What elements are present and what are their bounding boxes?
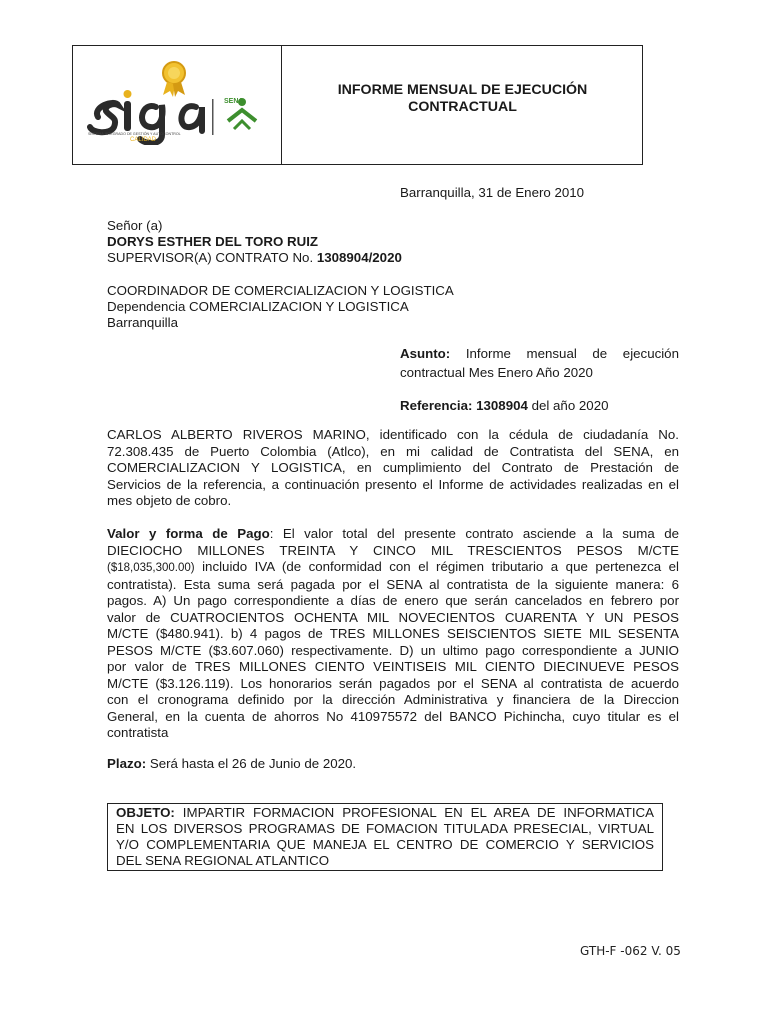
- pago-line: por valor de TRES MILLONES CIENTO VEINTISEIS MIL CIENTO DIECINUEVE PESOS: [107, 659, 679, 674]
- contract-number: 1308904/2020: [316, 250, 402, 265]
- pago-amount: ($18,035,300.00): [107, 562, 195, 574]
- recipient-role: COORDINADOR DE COMERCIALIZACION Y LOGISTICA: [107, 283, 454, 298]
- pago-line: General, en la cuenta de ahorros No 410975572 del BANCO Pichincha, cuyo titular es el: [107, 708, 679, 724]
- referencia-rest: del año 2020: [527, 398, 609, 413]
- recipient-name: DORYS ESTHER DEL TORO RUIZ: [107, 234, 319, 249]
- document-title: [282, 82, 643, 116]
- recipient-dependency: Dependencia COMERCIALIZACION Y LOGISTICA: [107, 299, 409, 314]
- pago-line: M/CTE ($480.941). b) 4 pagos de TRES MILLONES SEISCIENTOS SIETE MIL SESENTA: [107, 626, 679, 641]
- place-date: Barranquilla, 31 de Enero 2010: [400, 185, 585, 200]
- objeto-label: OBJETO:: [116, 805, 175, 820]
- asunto-line-1: [400, 346, 679, 361]
- objeto-line: Y/O COMPLEMENTARIA QUE MANEJA EL CENTRO DE COMERCIO Y SERVICIOS: [116, 837, 654, 852]
- objeto-line-1: [116, 805, 654, 821]
- supervisor-prefix: SUPERVISOR(A) CONTRATO No.: [107, 250, 317, 265]
- pago-line: pagos. A) Un pago correspondiente a días de enero que serán cancelados en febrero por: [107, 593, 679, 608]
- svg-text:SENA: SENA: [224, 98, 244, 105]
- pago-line: contratista: [107, 725, 169, 740]
- intro-line: COMERCIALIZACION Y LOGISTICA, en cumplimiento del Contrato de Prestación de: [107, 460, 679, 475]
- pago-line-2: DIECIOCHO MILLONES TREINTA Y CINCO MIL TRESCIENTOS PESOS M/CTE: [107, 542, 679, 558]
- pago-line-1: [107, 526, 679, 543]
- pago-line: valor de CUATROCIENTOS OCHENTA MIL NOVECIENTOS CUARENTA Y UN PESOS: [107, 609, 679, 625]
- pago-line-1-text: : El valor total del presente contrato asciende a la suma de: [269, 526, 680, 541]
- title-line-2: CONTRACTUAL: [408, 99, 517, 115]
- supervisor-line: [107, 249, 402, 266]
- title-line-1: INFORME MENSUAL DE EJECUCIÓN: [337, 82, 588, 98]
- referencia-line: [400, 397, 608, 414]
- plazo-line: [107, 755, 356, 772]
- objeto-line: EN LOS DIVERSOS PROGRAMAS DE FOMACION TITULADA PRESECIAL, VIRTUAL: [116, 821, 654, 836]
- asunto-line-2: contractual Mes Enero Año 2020: [400, 365, 593, 380]
- objeto-line-1-text: IMPARTIR FORMACION PROFESIONAL EN EL AREA DE INFORMATICA: [174, 805, 654, 820]
- pago-paragraph: [107, 526, 679, 742]
- pago-line-3-text: incluido IVA (de conformidad con el régimen tributario a que pertenezca el: [194, 559, 679, 574]
- salutation: Señor (a): [107, 218, 163, 233]
- intro-line: Servicios de la referencia, a continuación presento el Informe de actividades realizadas en el: [107, 476, 679, 492]
- svg-text:CALIDAD: CALIDAD: [130, 137, 157, 143]
- form-code: GTH-F -062 V. 05: [580, 944, 681, 958]
- pago-line: contratista). Esta suma será pagada por el SENA al contratista de la siguiente manera: 6: [107, 576, 679, 592]
- pago-line: con el cronograma definido por la dirección Administrativa y financiera de la Direccion: [107, 692, 679, 707]
- intro-line: mes objeto de cobro.: [107, 493, 232, 508]
- recipient-city: Barranquilla: [107, 315, 178, 330]
- intro-line: 72.308.435 de Puerto Colombia (Atlco), en mi calidad de Contratista del SENA, en: [107, 443, 679, 459]
- logo-tagline: SISTEMA INTEGRADO DE GESTIÓN Y AUTOCONTROL: [88, 132, 181, 136]
- plazo-text: Será hasta el 26 de Junio de 2020.: [146, 756, 357, 771]
- intro-line: CARLOS ALBERTO RIVEROS MARINO, identificado con la cédula de ciudadanía No.: [107, 427, 679, 442]
- pago-line-3: [107, 559, 679, 577]
- pago-line: PESOS M/CTE ($3.607.060) respectivamente. D) un ultimo pago correspondiente a JUNIO: [107, 642, 679, 658]
- asunto-label: Asunto:: [400, 346, 451, 361]
- plazo-label: Plazo:: [107, 756, 147, 771]
- asunto-text-1: Informe mensual de ejecución: [465, 346, 679, 361]
- referencia-label: Referencia: 1308904: [400, 398, 528, 413]
- objeto-line: DEL SENA REGIONAL ATLANTICO: [116, 853, 330, 868]
- pago-line: M/CTE ($3.126.119). Los honorarios serán pagados por el SENA al contratista de acuerdo: [107, 675, 679, 691]
- objeto-box: [107, 803, 663, 871]
- pago-label: Valor y forma de Pago: [107, 526, 270, 541]
- intro-paragraph: [107, 427, 679, 510]
